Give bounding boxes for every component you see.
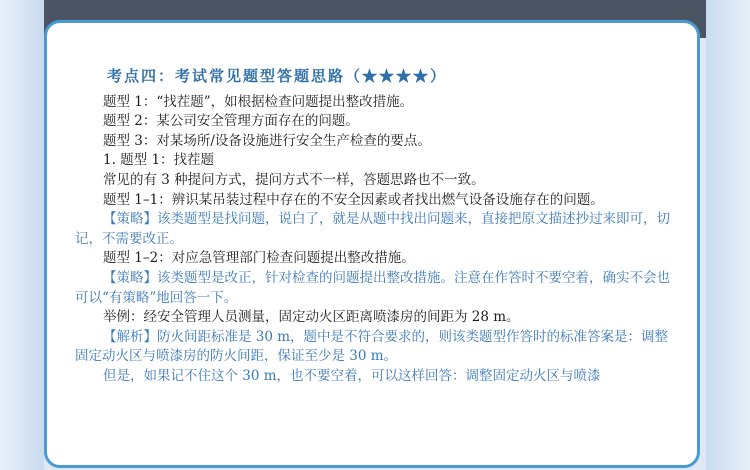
common-ways-text: 常见的有 3 种提问方式，提问方式不一样，答题思路也不一致。	[103, 171, 485, 188]
card-content	[75, 67, 675, 387]
strategy-tag: 【策略】	[103, 211, 157, 228]
analysis-tag: 【解析】	[103, 328, 157, 345]
analysis-paragraph	[75, 328, 675, 367]
section-heading: 考点四：考试常见题型答题思路（★★★★）	[107, 67, 448, 85]
subsection-title: 1. 题型 1：找茬题	[103, 152, 215, 169]
question-type-1: 题型 1：“找茬题”，如根据检查问题提出整改措施。	[103, 93, 414, 110]
question-type-1-1: 题型 1–1：辨识某吊装过程中存在的不安全因素或者找出燃气设备设施存在的问题。	[103, 191, 604, 208]
left-margin	[0, 0, 44, 470]
strategy-tag: 【策略】	[103, 269, 157, 286]
analysis-text: 防火间距标准是 30 m，题中是不符合要求的，则该类题型作答时的标准答案是：调整固定动火区与喷漆房的防火间距，保证至少是 30 m。	[75, 328, 669, 365]
strategy-paragraph-2	[75, 269, 675, 308]
strategy-paragraph-1	[75, 210, 675, 249]
tail-text: 但是，如果记不住这个 30 m，也不要空着，可以这样回答：调整固定动火区与喷漆	[103, 367, 601, 384]
question-type-1-2: 题型 1–2：对应急管理部门检查问题提出整改措施。	[103, 250, 415, 267]
question-type-2: 题型 2：某公司安全管理方面存在的问题。	[103, 113, 359, 130]
example-text: 举例：经安全管理人员测量，固定动火区距离喷漆房的间距为 28 m。	[103, 309, 520, 326]
strategy-text: 该类题型是改正，针对检查的问题提出整改措施。注意在作答时不要空着，确实不会也可以“有策略”地回答一下。	[75, 269, 670, 306]
strategy-text: 该类题型是找问题，说白了，就是从题中找出问题来，直接把原文描述抄过来即可，切记，不需要改正。	[75, 211, 670, 247]
right-margin	[706, 0, 750, 470]
question-type-3: 题型 3：对某场所/设备设施进行安全生产检查的要点。	[103, 132, 431, 149]
content-card	[44, 20, 700, 468]
